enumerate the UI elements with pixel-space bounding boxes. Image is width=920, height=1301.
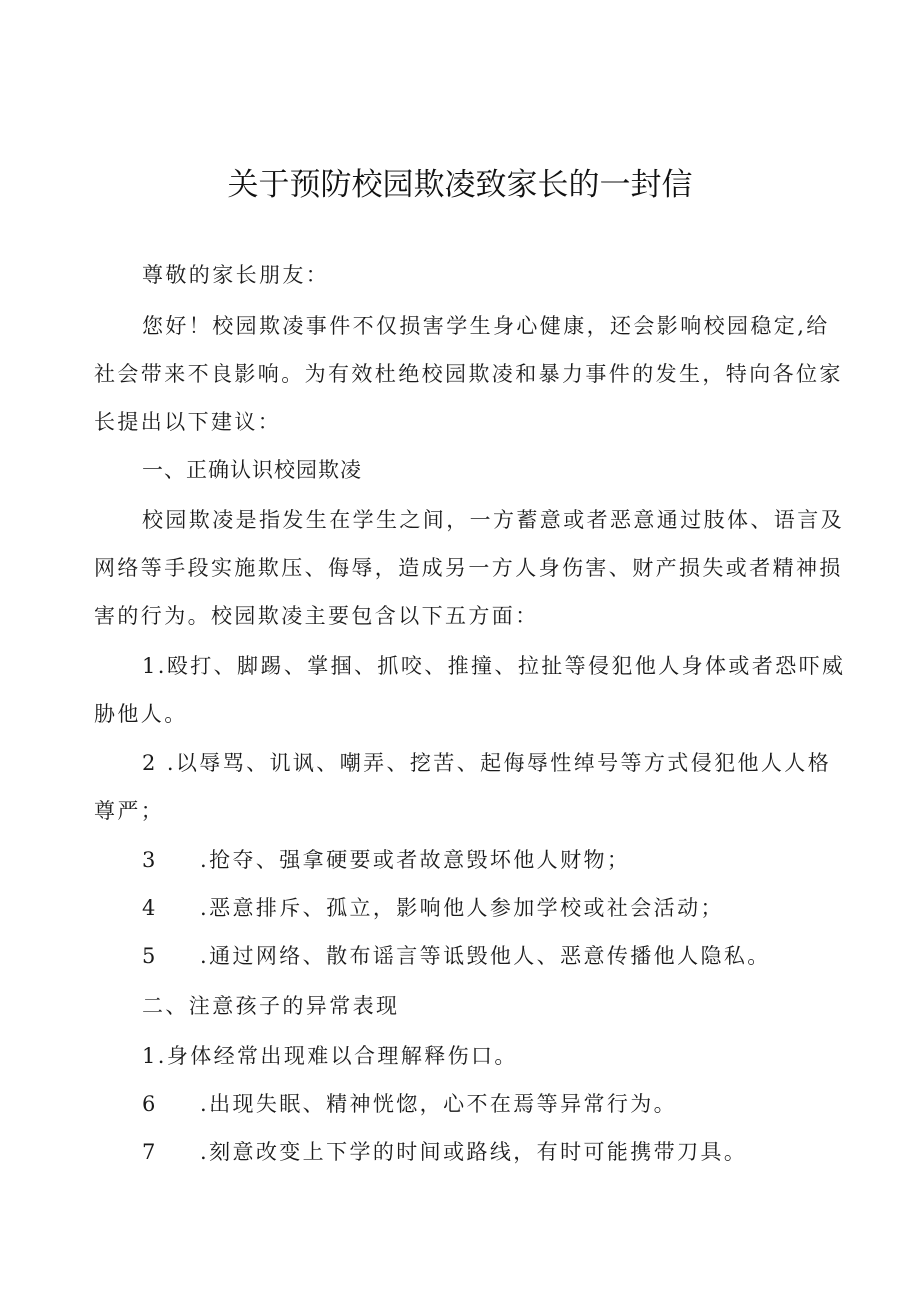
item-number: 4 [142, 896, 158, 920]
intro-line-1: 您好！校园欺凌事件不仅损害学生身心健康，还会影响校园稳定,给 [142, 314, 830, 338]
item-text: .刻意改变上下学的时间或路线，有时可能携带刀具。 [200, 1140, 748, 1164]
item-number: 7 [142, 1140, 158, 1164]
section-1-heading: 一、正确认识校园欺凌 [142, 458, 362, 482]
intro-line-3: 长提出以下建议： [94, 410, 282, 434]
item-number: 5 [142, 944, 158, 968]
item-text: .出现失眠、精神恍惚，心不在焉等异常行为。 [200, 1092, 678, 1116]
item-number: 6 [142, 1092, 158, 1116]
bullying-item-2-line-1: 2 .以辱骂、讥讽、嘲弄、挖苦、起侮辱性绰号等方式侵犯他人人格 [142, 751, 832, 775]
bullying-item-4 [142, 893, 724, 923]
intro-line-2: 社会带来不良影响。为有效杜绝校园欺凌和暴力事件的发生，特向各位家 [94, 362, 843, 386]
item-text: .通过网络、散布谣言等诋毁他人、恶意传播他人隐私。 [200, 944, 771, 968]
bullying-item-3 [142, 845, 630, 875]
abnormal-item-1: 1.身体经常出现难以合理解释伤口。 [142, 1044, 518, 1068]
item-text: .抢夺、强拿硬要或者故意毁坏他人财物； [200, 848, 631, 872]
definition-line-3: 害的行为。校园欺凌主要包含以下五方面： [94, 604, 539, 628]
item-number: 3 [142, 848, 158, 872]
definition-line-2: 网络等手段实施欺压、侮辱，造成另一方人身伤害、财产损失或者精神损 [94, 556, 843, 580]
greeting: 尊敬的家长朋友： [142, 263, 330, 287]
definition-line-1: 校园欺凌是指发生在学生之间，一方蓄意或者恶意通过肢体、语言及 [142, 508, 844, 532]
page-title: 关于预防校园欺凌致家长的一封信 [227, 167, 693, 203]
bullying-item-2-line-2: 尊严； [94, 799, 165, 823]
abnormal-item-6 [142, 1089, 677, 1119]
bullying-item-1-line-2: 胁他人。 [94, 702, 188, 726]
bullying-item-5 [142, 941, 771, 971]
bullying-item-1-line-1: 1.殴打、脚踢、掌掴、抓咬、推撞、拉扯等侵犯他人身体或者恐吓威 [142, 654, 846, 678]
abnormal-item-7 [142, 1137, 747, 1167]
item-text: .恶意排斥、孤立，影响他人参加学校或社会活动； [200, 896, 724, 920]
section-2-heading: 二、注意孩子的异常表现 [142, 994, 400, 1018]
